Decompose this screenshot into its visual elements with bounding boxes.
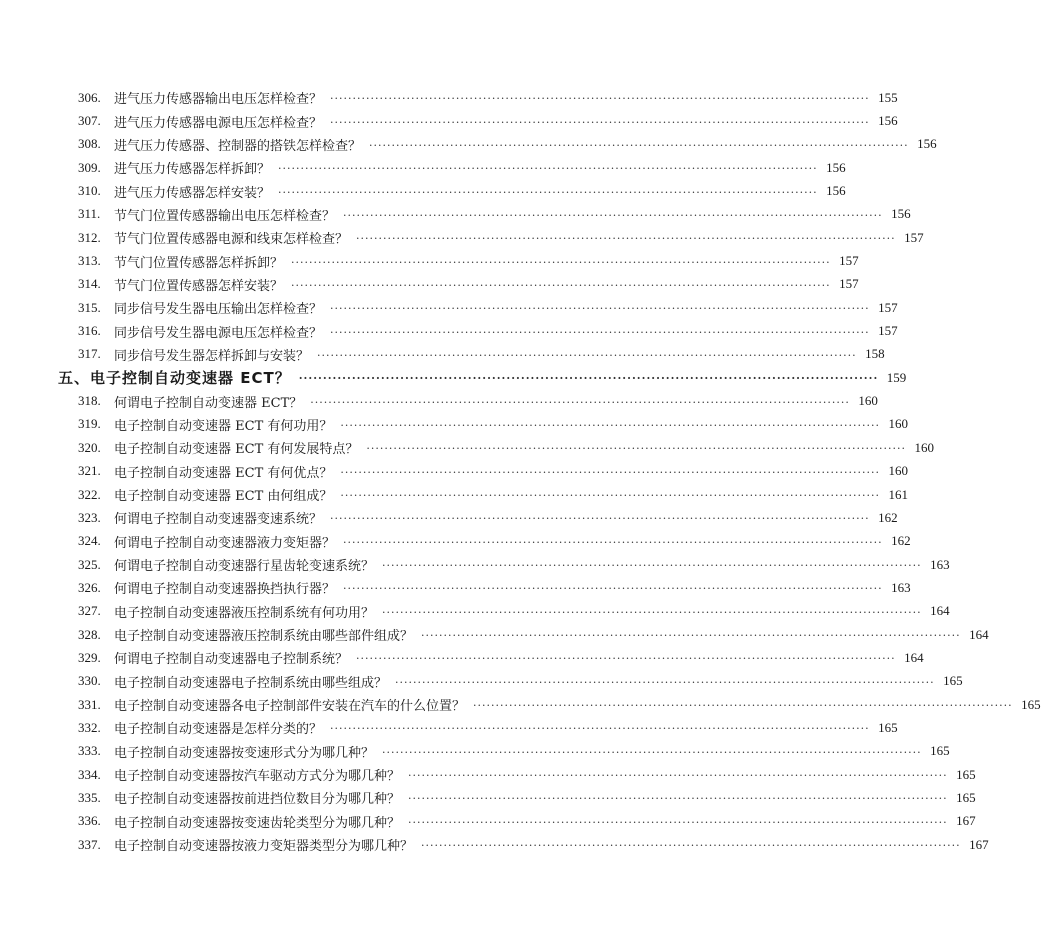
dot-leader: ························································································································	[343, 208, 883, 222]
section-page-number: 159	[886, 369, 907, 385]
toc-entry[interactable]	[78, 273, 859, 296]
dot-leader: ························································································································	[298, 372, 879, 386]
dot-leader: ························································································································	[382, 745, 922, 759]
entry-page-number: 157	[839, 276, 859, 292]
entry-title: 进气压力传感器、控制器的搭铁怎样检查？	[114, 138, 362, 154]
entry-number: 332.	[78, 719, 101, 735]
entry-page-number: 156	[917, 136, 937, 152]
entry-title: 进气压力传感器电源电压怎样检查？	[114, 115, 323, 131]
toc-entry[interactable]	[78, 203, 911, 226]
entry-page-number: 164	[904, 649, 924, 665]
toc-list-part-2	[78, 389, 1041, 856]
dot-leader: ························································································································	[330, 115, 870, 129]
entry-number: 337.	[78, 836, 101, 852]
table-of-contents	[58, 86, 1041, 856]
entry-number: 325.	[78, 556, 101, 572]
entry-page-number: 160	[914, 439, 934, 455]
entry-page-number: 157	[904, 229, 924, 245]
toc-entry[interactable]	[78, 740, 950, 763]
entry-page-number: 157	[878, 299, 898, 315]
entry-number: 308.	[78, 136, 101, 152]
entry-number: 311.	[78, 206, 101, 222]
entry-number: 322.	[78, 486, 101, 502]
entry-title: 同步信号发生器电压输出怎样检查？	[114, 302, 323, 318]
entry-page-number: 156	[826, 159, 846, 175]
dot-leader: ························································································································	[310, 395, 850, 409]
entry-number: 306.	[78, 89, 101, 105]
entry-number: 307.	[78, 113, 101, 129]
toc-entry[interactable]	[78, 786, 976, 809]
entry-title: 节气门位置传感器输出电压怎样检查？	[114, 208, 336, 224]
toc-entry[interactable]	[78, 646, 924, 669]
toc-entry[interactable]	[78, 109, 898, 132]
entry-number: 316.	[78, 323, 101, 339]
entry-title: 何谓电子控制自动变速器换挡执行器？	[114, 582, 336, 598]
toc-entry[interactable]	[78, 343, 885, 366]
entry-title: 节气门位置传感器电源和线束怎样检查？	[114, 232, 349, 248]
entry-page-number: 156	[826, 183, 846, 199]
entry-number: 326.	[78, 579, 101, 595]
dot-leader: ························································································································	[343, 535, 883, 549]
toc-entry[interactable]	[78, 483, 908, 506]
entry-page-number: 157	[839, 253, 859, 269]
entry-page-number: 163	[891, 579, 911, 595]
entry-page-number: 165	[930, 743, 950, 759]
entry-page-number: 160	[888, 463, 908, 479]
toc-entry[interactable]	[78, 810, 976, 833]
dot-leader: ························································································································	[366, 442, 906, 456]
toc-entry[interactable]	[78, 693, 1041, 716]
entry-page-number: 156	[891, 206, 911, 222]
entry-number: 324.	[78, 533, 101, 549]
entry-number: 315.	[78, 299, 101, 315]
toc-entry[interactable]	[78, 319, 898, 342]
entry-page-number: 162	[891, 533, 911, 549]
entry-number: 317.	[78, 346, 101, 362]
dot-leader: ························································································································	[408, 792, 948, 806]
entry-page-number: 165	[1021, 696, 1041, 712]
toc-entry[interactable]	[78, 530, 911, 553]
entry-title: 电子控制自动变速器各电子控制部件安装在汽车的什么位置？	[114, 699, 466, 715]
entry-page-number: 155	[878, 89, 898, 105]
entry-title: 何谓电子控制自动变速器变速系统？	[114, 512, 323, 528]
dot-leader: ························································································································	[278, 185, 818, 199]
entry-page-number: 157	[878, 323, 898, 339]
entry-title: 电子控制自动变速器按液力变矩器类型分为哪几种？	[114, 839, 414, 855]
entry-page-number: 165	[956, 789, 976, 805]
entry-title: 电子控制自动变速器液压控制系统由哪些部件组成？	[114, 629, 414, 645]
entry-page-number: 167	[969, 836, 989, 852]
toc-list-part-1	[78, 86, 937, 366]
entry-page-number: 160	[888, 416, 908, 432]
dot-leader: ························································································································	[356, 652, 896, 666]
entry-title: 电子控制自动变速器 ECT 有何优点？	[114, 465, 333, 481]
dot-leader: ························································································································	[369, 138, 909, 152]
entry-number: 309.	[78, 159, 101, 175]
entry-page-number: 165	[878, 719, 898, 735]
section-title: 五、电子控制自动变速器 ECT？	[58, 369, 291, 388]
dot-leader: ························································································································	[408, 815, 948, 829]
entry-number: 328.	[78, 626, 101, 642]
toc-entry[interactable]	[78, 460, 908, 483]
toc-section-heading[interactable]	[58, 366, 907, 389]
entry-title: 电子控制自动变速器按变速齿轮类型分为哪几种？	[114, 815, 401, 831]
toc-entry[interactable]	[78, 600, 950, 623]
entry-title: 何谓电子控制自动变速器液力变矩器？	[114, 535, 336, 551]
toc-entry[interactable]	[78, 716, 898, 739]
entry-number: 329.	[78, 649, 101, 665]
entry-number: 331.	[78, 696, 101, 712]
entry-number: 330.	[78, 673, 101, 689]
entry-title: 电子控制自动变速器液压控制系统有何功用？	[114, 605, 375, 621]
entry-page-number: 162	[878, 509, 898, 525]
entry-page-number: 164	[969, 626, 989, 642]
entry-page-number: 160	[858, 393, 878, 409]
entry-page-number: 156	[878, 113, 898, 129]
dot-leader: ························································································································	[421, 839, 961, 853]
entry-number: 320.	[78, 439, 101, 455]
toc-entry[interactable]	[78, 576, 911, 599]
toc-entry[interactable]	[78, 553, 950, 576]
toc-entry[interactable]	[78, 623, 989, 646]
entry-title: 同步信号发生器怎样拆卸与安装？	[114, 348, 310, 364]
entry-number: 323.	[78, 509, 101, 525]
toc-entry[interactable]	[78, 763, 976, 786]
entry-title: 同步信号发生器电源电压怎样检查？	[114, 325, 323, 341]
entry-page-number: 167	[956, 813, 976, 829]
entry-page-number: 161	[888, 486, 908, 502]
dot-leader: ························································································································	[340, 465, 880, 479]
dot-leader: ························································································································	[421, 629, 961, 643]
dot-leader: ························································································································	[382, 559, 922, 573]
toc-entry[interactable]	[78, 179, 846, 202]
entry-page-number: 164	[930, 603, 950, 619]
dot-leader: ························································································································	[330, 92, 870, 106]
dot-leader: ························································································································	[473, 699, 1013, 713]
toc-entry[interactable]	[78, 133, 937, 156]
entry-page-number: 165	[943, 673, 963, 689]
entry-title: 进气压力传感器输出电压怎样检查？	[114, 92, 323, 108]
dot-leader: ························································································································	[330, 722, 870, 736]
dot-leader: ························································································································	[340, 489, 880, 503]
entry-title: 节气门位置传感器怎样安装？	[114, 278, 284, 294]
entry-title: 电子控制自动变速器 ECT 由何组成？	[114, 489, 333, 505]
entry-number: 314.	[78, 276, 101, 292]
entry-title: 进气压力传感器怎样拆卸？	[114, 162, 271, 178]
entry-page-number: 163	[930, 556, 950, 572]
entry-number: 336.	[78, 813, 101, 829]
toc-entry[interactable]	[78, 506, 898, 529]
toc-entry[interactable]	[78, 833, 989, 856]
entry-number: 318.	[78, 393, 101, 409]
entry-page-number: 158	[865, 346, 885, 362]
dot-leader: ························································································································	[343, 582, 883, 596]
dot-leader: ························································································································	[395, 675, 935, 689]
dot-leader: ························································································································	[278, 162, 818, 176]
dot-leader: ························································································································	[408, 769, 948, 783]
toc-entry[interactable]	[78, 389, 878, 412]
entry-title: 电子控制自动变速器按变速形式分为哪几种？	[114, 745, 375, 761]
entry-title: 电子控制自动变速器电子控制系统由哪些组成？	[114, 675, 388, 691]
entry-title: 何谓电子控制自动变速器电子控制系统？	[114, 652, 349, 668]
dot-leader: ························································································································	[330, 512, 870, 526]
toc-entry[interactable]	[78, 296, 898, 319]
entry-title: 电子控制自动变速器 ECT 有何发展特点？	[114, 442, 359, 458]
entry-number: 334.	[78, 766, 101, 782]
dot-leader: ························································································································	[330, 325, 870, 339]
toc-entry[interactable]	[78, 413, 908, 436]
entry-title: 电子控制自动变速器 ECT 有何功用？	[114, 418, 333, 434]
dot-leader: ························································································································	[356, 232, 896, 246]
entry-number: 327.	[78, 603, 101, 619]
entry-title: 何谓电子控制自动变速器行星齿轮变速系统？	[114, 559, 375, 575]
entry-number: 333.	[78, 743, 101, 759]
toc-entry[interactable]	[78, 156, 846, 179]
entry-number: 312.	[78, 229, 101, 245]
entry-number: 321.	[78, 463, 101, 479]
dot-leader: ························································································································	[340, 418, 880, 432]
entry-number: 335.	[78, 789, 101, 805]
entry-title: 电子控制自动变速器是怎样分类的？	[114, 722, 323, 738]
toc-entry[interactable]	[78, 86, 898, 109]
entry-title: 节气门位置传感器怎样拆卸？	[114, 255, 284, 271]
toc-entry[interactable]	[78, 249, 859, 272]
entry-page-number: 165	[956, 766, 976, 782]
toc-entry[interactable]	[78, 670, 963, 693]
entry-title: 电子控制自动变速器按汽车驱动方式分为哪几种？	[114, 769, 401, 785]
entry-title: 进气压力传感器怎样安装？	[114, 185, 271, 201]
toc-entry[interactable]	[78, 226, 924, 249]
dot-leader: ························································································································	[330, 302, 870, 316]
toc-entry[interactable]	[78, 436, 934, 459]
entry-number: 313.	[78, 253, 101, 269]
dot-leader: ························································································································	[291, 278, 831, 292]
entry-title: 电子控制自动变速器按前进挡位数目分为哪几种？	[114, 792, 401, 808]
dot-leader: ························································································································	[291, 255, 831, 269]
dot-leader: ························································································································	[382, 605, 922, 619]
dot-leader: ························································································································	[317, 348, 857, 362]
entry-number: 310.	[78, 183, 101, 199]
entry-number: 319.	[78, 416, 101, 432]
entry-title: 何谓电子控制自动变速器 ECT？	[114, 395, 303, 411]
